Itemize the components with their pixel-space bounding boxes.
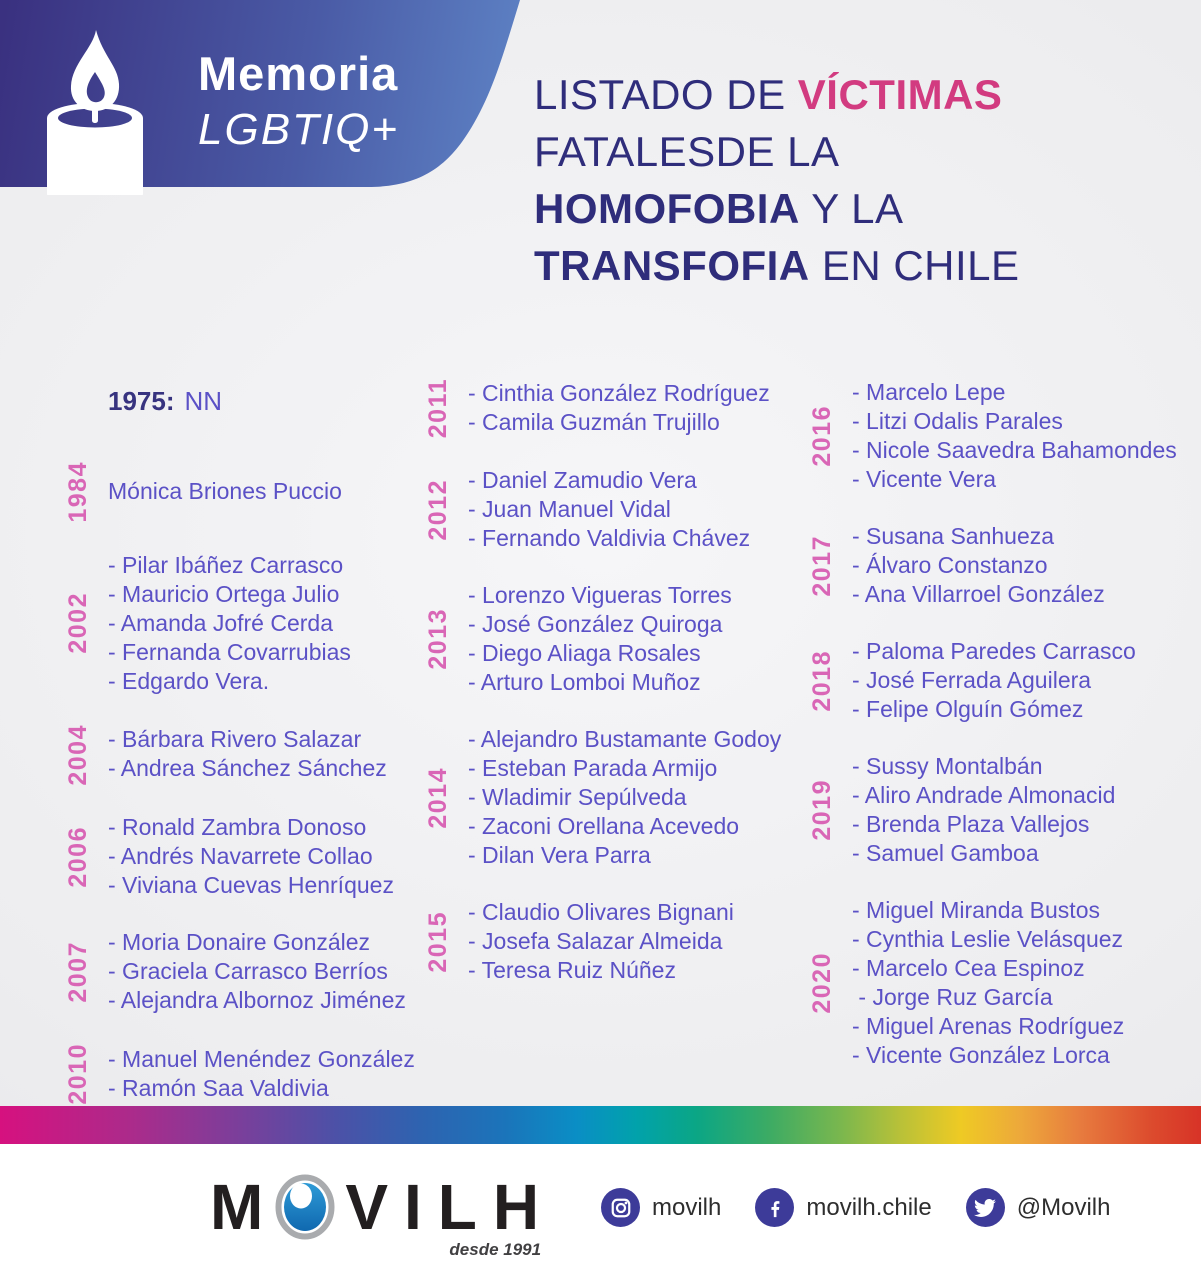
logo-letter-m: M [210,1171,280,1243]
facebook-handle: movilh.chile [806,1193,932,1221]
victim-name: - Teresa Ruiz Núñez [468,957,676,984]
names-list [108,1045,415,1103]
names-list [852,752,1115,868]
victim-name: - Diego Aliaga Rosales [468,640,701,667]
year-label: 2014 [424,766,452,829]
names-list [108,813,394,900]
year-label: 2006 [64,825,92,888]
names-list [468,581,732,697]
victim-name: - Josefa Salazar Almeida [468,928,723,955]
title-accent-victimas: VÍCTIMAS [797,71,1003,118]
victim-name: - Zaconi Orellana Acevedo [468,813,740,840]
page-title [534,66,1134,294]
year-label: 2020 [808,952,836,1014]
logo-since: desde 1991 [449,1240,542,1259]
names-list [468,898,734,985]
year-label: 2010 [64,1043,92,1105]
twitter-icon [966,1188,1005,1227]
victim-name: - Álvaro Constanzo [852,552,1048,578]
title-line-4: TRANSFOFIA EN CHILE [534,242,1020,289]
victim-name: - Samuel Gamboa [852,840,1039,866]
year-label: 2002 [64,592,92,654]
victim-name: - Vicente González Lorca [852,1042,1110,1068]
victim-name: - Miguel Miranda Bustos [852,897,1100,923]
victim-name: - Aliro Andrade Almonacid [852,782,1116,808]
victim-name: - Vicente Vera [852,466,997,492]
social-twitter [966,1188,1111,1227]
names-list [108,928,406,1015]
victim-name: - Mauricio Ortega Julio [108,580,340,607]
year-group-2019 [808,752,1194,868]
victim-name: - Jorge Ruz García [852,984,1053,1010]
list-column-1 [64,386,420,1105]
brand-lockup [198,46,399,155]
victim-name: - Graciela Carrasco Berríos [108,958,388,985]
intro-year: 1975: [108,386,175,416]
list-column-2 [424,378,796,985]
year-group-2015 [424,898,796,985]
intro-name: NN [184,386,223,416]
names-list [108,551,351,696]
year-label: 2011 [424,378,452,439]
victim-name: - Litzi Odalis Parales [852,408,1063,434]
year-group-1984 [64,461,420,523]
victim-name: - Esteban Parada Armijo [468,755,718,782]
victim-name: - Felipe Olguín Gómez [852,696,1084,722]
movilh-logo [210,1171,556,1260]
victim-name: - Fernanda Covarrubias [108,638,351,665]
list-column-3 [808,378,1194,1070]
year-label: 2016 [808,405,836,467]
twitter-handle: @Movilh [1016,1193,1111,1221]
victim-name: - Dilan Vera Parra [468,842,651,869]
year-group-2010 [64,1043,420,1105]
victim-name: - Moria Donaire González [108,929,371,956]
year-label: 2019 [808,779,836,841]
social-facebook [755,1188,931,1227]
instagram-icon [601,1188,640,1227]
year-group-2006 [64,813,420,900]
victim-name: - Edgardo Vera. [108,667,270,694]
victim-name: - Alejandro Bustamante Godoy [468,726,782,753]
title-bold-homofobia: HOMOFOBIA [534,185,800,232]
victim-name: - Sussy Montalbán [852,753,1043,779]
victim-name: - José Ferrada Aguilera [852,667,1092,693]
names-list [468,379,770,437]
victim-name: - Camila Guzmán Trujillo [468,409,720,436]
victim-name: - Alejandra Albornoz Jiménez [108,987,406,1014]
victim-name: - Manuel Menéndez González [108,1046,415,1073]
social-instagram [601,1188,721,1227]
year-group-2004 [64,724,420,786]
victim-name: - Cynthia Leslie Velásquez [852,926,1124,952]
year-label: 2018 [808,649,836,712]
victim-name: - Marcelo Lepe [852,379,1006,405]
year-label: 1984 [64,461,92,523]
logo-o-eye-icon [275,1174,335,1240]
victim-name: - Brenda Plaza Vallejos [852,811,1090,837]
year-group-2016 [808,378,1194,494]
victim-name: - Andrea Sánchez Sánchez [108,755,387,782]
victim-name: - Viviana Cuevas Henríquez [108,872,394,899]
names-list [852,522,1105,609]
victim-name: - Fernando Valdivia Chávez [468,525,751,552]
victim-name: - José González Quiroga [468,611,723,638]
year-label: 2004 [64,723,92,786]
victim-name: - Ramón Saa Valdivia [108,1075,329,1102]
intro-1975 [108,386,420,417]
names-list [852,896,1124,1070]
year-group-2014 [424,725,796,870]
title-bold-transfofia: TRANSFOFIA [534,242,810,289]
title-line-1: LISTADO DE VÍCTIMAS [534,71,1003,118]
rainbow-gradient-bar [0,1106,1201,1144]
victim-name: - Susana Sanhueza [852,523,1055,549]
victim-name: - Juan Manuel Vidal [468,496,671,523]
victim-name: - Arturo Lomboi Muñoz [468,669,701,696]
instagram-handle: movilh [652,1193,722,1221]
year-group-2020 [808,896,1194,1070]
year-label: 2013 [424,608,452,671]
names-list [852,378,1177,494]
victim-name: - Pilar Ibáñez Carrasco [108,551,344,578]
victim-name: - Amanda Jofré Cerda [108,609,334,636]
names-list [468,466,750,553]
victim-name: - Andrés Navarrete Collao [108,843,373,870]
victim-name: - Marcelo Cea Espinoz [852,955,1085,981]
year-group-2017 [808,522,1194,609]
year-group-2007 [64,928,420,1015]
year-label: 2012 [424,478,452,541]
victim-name: - Paloma Paredes Carrasco [852,638,1136,664]
victim-name: - Miguel Arenas Rodríguez [852,1013,1125,1039]
title-line-2: FATALESDE LA [534,128,840,175]
year-group-2011 [424,378,796,438]
victim-name: - Nicole Saavedra Bahamondes [852,437,1177,463]
footer [0,1144,1201,1275]
facebook-icon [755,1188,794,1227]
victim-name: - Daniel Zamudio Vera [468,467,697,494]
victim-name: - Ana Villarroel González [852,581,1105,607]
victim-name: - Lorenzo Vigueras Torres [468,582,732,609]
year-label: 2015 [424,910,452,973]
victim-name: - Wladimir Sepúlveda [468,784,687,811]
brand-memoria: Memoria [198,47,399,100]
victim-name: - Cinthia González Rodríguez [468,380,770,407]
year-label: 2017 [808,534,836,597]
social-row [601,1188,1110,1227]
year-label: 2007 [64,940,92,1003]
brand-lgbtiq: LGBTIQ+ [198,105,400,154]
year-group-2018 [808,637,1194,724]
names-list [108,725,387,783]
victim-name: - Ronald Zambra Donoso [108,814,367,841]
year-group-2013 [424,581,796,697]
names-list [852,637,1136,724]
year-group-2012 [424,466,796,553]
names-list [468,725,781,870]
names-list [108,477,342,506]
victim-name: - Bárbara Rivero Salazar [108,726,362,753]
year-group-2002 [64,551,420,696]
victim-name: - Claudio Olivares Bignani [468,899,734,926]
logo-letters-vilh: VILH [345,1171,556,1243]
title-line-3: HOMOFOBIA Y LA [534,185,904,232]
victim-name: Mónica Briones Puccio [108,478,342,505]
